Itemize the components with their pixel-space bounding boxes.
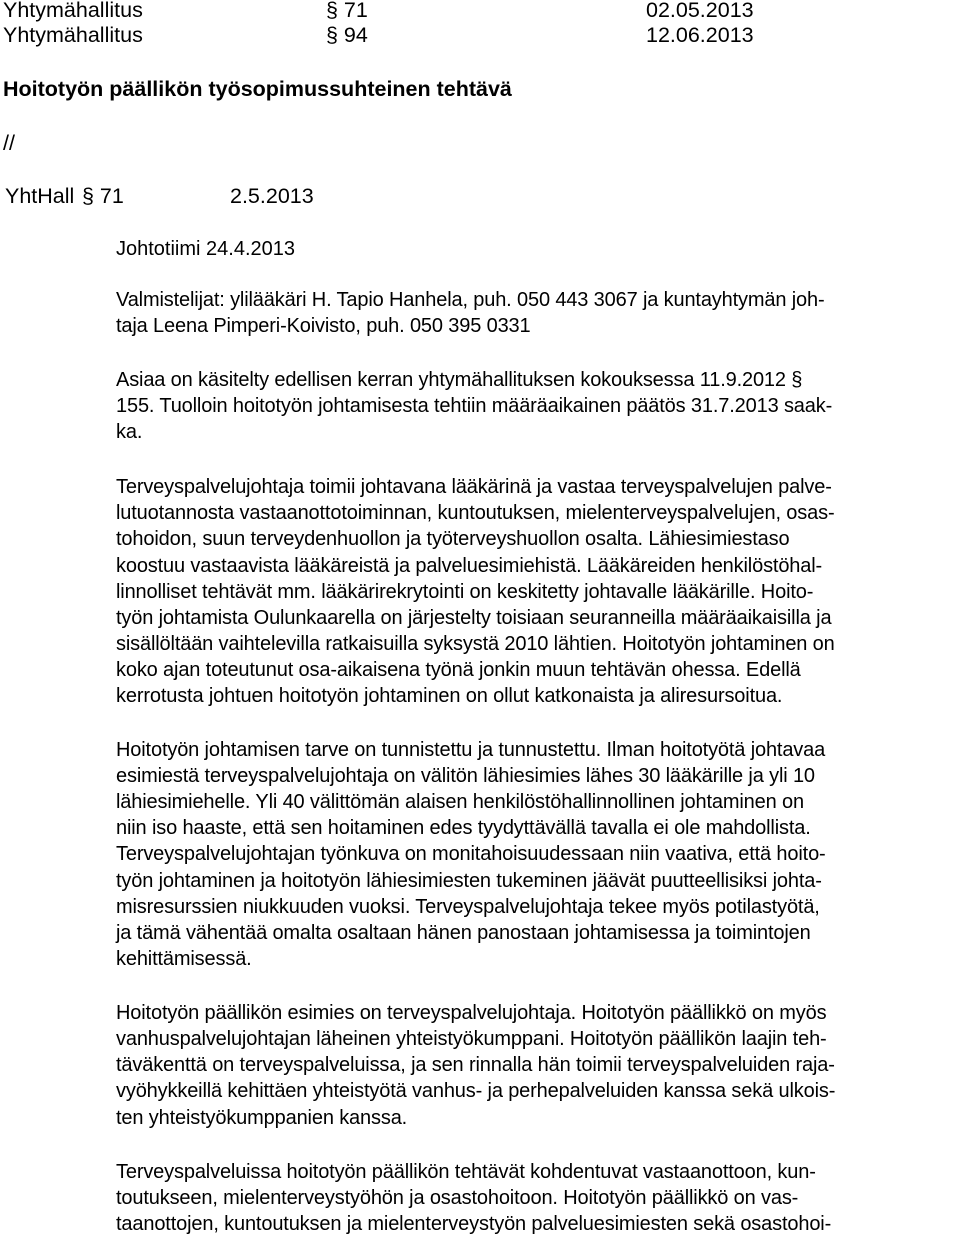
intro-line-3: ka. xyxy=(116,421,143,443)
minutes-header-date-1: 02.05.2013 xyxy=(646,0,754,22)
separator: // xyxy=(3,131,15,155)
preparers-line-2: taja Leena Pimperi-Koivisto, puh. 050 395 0331 xyxy=(116,315,531,337)
minutes-header-section-2: § 94 xyxy=(326,23,368,47)
paragraph-2-line: esimiestä terveyspalvelujohtaja on välitön lähiesimies lähes 30 lääkärille ja yli 10 xyxy=(116,765,815,787)
reference-section: § 71 xyxy=(82,184,124,208)
minutes-header-body-1: Yhtymähallitus xyxy=(3,0,143,22)
paragraph-4-line: toutukseen, mielenterveystyöhön ja osastohoitoon. Hoitotyön päällikkö on vas- xyxy=(116,1187,799,1209)
paragraph-1-line: Terveyspalvelujohtaja toimii johtavana lääkärinä ja vastaa terveyspalvelujen palve- xyxy=(116,476,832,498)
minutes-header-section-1: § 71 xyxy=(326,0,368,22)
meeting-line: Johtotiimi 24.4.2013 xyxy=(116,238,296,260)
paragraph-3-line: Hoitotyön päällikön esimies on terveyspalvelujohtaja. Hoitotyön päällikkö on myös xyxy=(116,1002,827,1024)
reference-body: YhtHall xyxy=(5,184,75,208)
paragraph-2-line: työn johtaminen ja hoitotyön lähiesimiesten tukeminen jäävät puutteellisiksi johta- xyxy=(116,870,822,892)
intro-line-2: 155. Tuolloin hoitotyön johtamisesta tehtiin määräaikainen päätös 31.7.2013 saak- xyxy=(116,395,833,417)
paragraph-3-line: vyöhykkeillä kehittäen yhteistyötä vanhus- ja perhepalveluiden kanssa sekä ulkois- xyxy=(116,1080,836,1102)
paragraph-2-line: Terveyspalvelujohtajan työnkuva on monitahoisuudessaan niin vaativa, että hoito- xyxy=(116,843,826,865)
paragraph-3-line: ten yhteistyökumppanien kanssa. xyxy=(116,1107,408,1129)
paragraph-4-line: Terveyspalveluissa hoitotyön päällikön tehtävät kohdentuvat vastaanottoon, kun- xyxy=(116,1161,816,1183)
paragraph-1-line: työn johtamista Oulunkaarella on järjestelty toisiaan seuranneilla määräaikaisilla ja xyxy=(116,607,832,629)
paragraph-2-line: misresurssien niukkuuden vuoksi. Terveyspalvelujohtaja tekee myös potilastyötä, xyxy=(116,896,820,918)
paragraph-2-line: lähiesimiehelle. Yli 40 välittömän alaisen henkilöstöhallinnollinen johtaminen on xyxy=(116,791,804,813)
paragraph-2-line: Hoitotyön johtamisen tarve on tunnistettu ja tunnustettu. Ilman hoitotyötä johtavaa xyxy=(116,739,826,761)
paragraph-1-line: sisällöltään vaihtelevilla ratkaisuilla syksystä 2010 lähtien. Hoitotyön johtaminen on xyxy=(116,633,835,655)
minutes-header-date-2: 12.06.2013 xyxy=(646,23,754,47)
paragraph-1-line: lutuotannosta vastaanottotoiminnan, kuntoutuksen, mielenterveyspalvelujen, osas- xyxy=(116,502,835,524)
paragraph-1-line: linnolliset tehtävät mm. lääkärirekrytointi on keskitetty johtavalle lääkärille. Hoito- xyxy=(116,581,814,603)
paragraph-3-line: vanhuspalvelujohtajan läheinen yhteistyökumppani. Hoitotyön päällikön laajin teh- xyxy=(116,1028,827,1050)
minutes-header-body-2: Yhtymähallitus xyxy=(3,23,143,47)
paragraph-2-line: ja tämä vähentää omalta osaltaan hänen panostaan johtamisessa ja toimintojen xyxy=(116,922,811,944)
intro-line-1: Asiaa on käsitelty edellisen kerran yhtymähallituksen kokouksessa 11.9.2012 § xyxy=(116,369,803,391)
paragraph-1-line: kerrotusta johtuen hoitotyön johtaminen on ollut katkonaista ja aliresursoitua. xyxy=(116,685,783,707)
paragraph-2-line: kehittämisessä. xyxy=(116,948,252,970)
reference-date: 2.5.2013 xyxy=(230,184,314,208)
paragraph-2-line: niin iso haaste, että sen hoitaminen edes tyydyttävällä tavalla ei ole mahdollista. xyxy=(116,817,811,839)
paragraph-1-line: koostuu vastaavista lääkäreistä ja palveluesimiehistä. Lääkäreiden henkilöstöhal- xyxy=(116,555,823,577)
paragraph-1-line: koko ajan toteutunut osa-aikaisena työnä jonkin muun tehtävän ohessa. Edellä xyxy=(116,659,801,681)
preparers-line-1: Valmistelijat: ylilääkäri H. Tapio Hanhela, puh. 050 443 3067 ja kuntayhtymän joh- xyxy=(116,289,825,311)
paragraph-3-line: täväkenttä on terveyspalveluissa, ja sen rinnalla hän toimii terveyspalveluiden raja- xyxy=(116,1054,835,1076)
paragraph-1-line: tohoidon, suun terveydenhuollon ja työterveyshuollon osalta. Lähiesimiestaso xyxy=(116,528,790,550)
paragraph-4-line: taanottojen, kuntoutuksen ja mielenterveystyön palveluesimiesten sekä osastohoi- xyxy=(116,1213,832,1235)
document-title: Hoitotyön päällikön työsopimussuhteinen tehtävä xyxy=(3,77,512,101)
